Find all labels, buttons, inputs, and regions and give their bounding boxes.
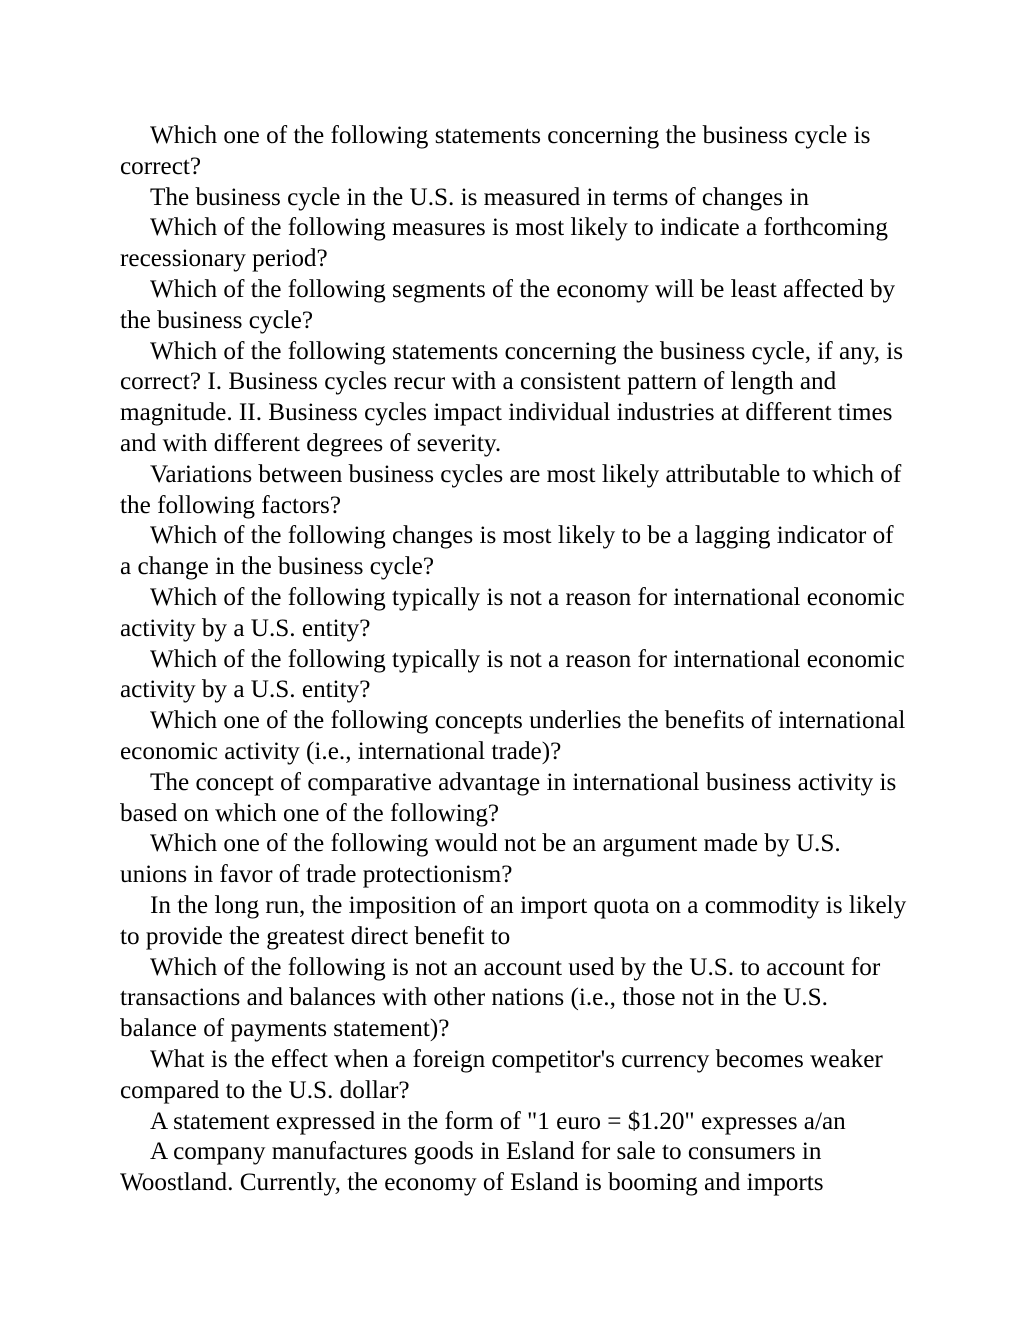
question-text: Which of the following segments of the economy will be least affected by the business cycle? — [120, 275, 896, 334]
question-text: The concept of comparative advantage in international business activity is based on which one of the following? — [120, 768, 897, 827]
question-text: Which of the following typically is not a reason for international economic activity by a U.S. entity? — [120, 583, 905, 642]
question-text: The business cycle in the U.S. is measured in terms of changes in — [150, 183, 809, 211]
question-text: Which one of the following statements concerning the business cycle is correct? — [120, 122, 871, 180]
question-text: Variations between business cycles are most likely attributable to which of the following factors? — [120, 460, 902, 519]
question-text: Which of the following typically is not a reason for international economic activity by a U.S. entity? — [120, 645, 905, 704]
question-text: Which of the following statements concerning the business cycle, if any, is correct? I. Business cycles recur with a consistent pattern of length and magnitude. II. Business cycles impact individual industries at different times and with different degrees of severity. — [120, 337, 904, 457]
question-text: A company manufactures goods in Esland for sale to consumers in Woostland. Currently, the economy of Esland is booming and imports — [120, 1138, 824, 1197]
question-text: In the long run, the imposition of an import quota on a commodity is likely to provide the greatest direct benefit to — [120, 891, 907, 950]
question-text: Which of the following measures is most likely to indicate a forthcoming recessionary period? — [120, 214, 888, 273]
question-text: Which of the following is not an account used by the U.S. to account for transactions and balances with other nations (i.e., those not in the U.S. balance of payments statement)? — [120, 953, 881, 1043]
question-text: Which of the following changes is most likely to be a lagging indicator of a change in the business cycle? — [120, 522, 894, 581]
question-text: A statement expressed in the form of "1 euro = $1.20" expresses a/an — [150, 1107, 846, 1135]
question-text: Which one of the following concepts underlies the benefits of international economic activity (i.e., international trade)? — [120, 707, 906, 765]
question-text: Which one of the following would not be an argument made by U.S. unions in favor of trade protectionism? — [120, 830, 841, 889]
question-text: What is the effect when a foreign competitor's currency becomes weaker compared to the U.S. dollar? — [120, 1045, 883, 1104]
document-page — [120, 121, 910, 1199]
